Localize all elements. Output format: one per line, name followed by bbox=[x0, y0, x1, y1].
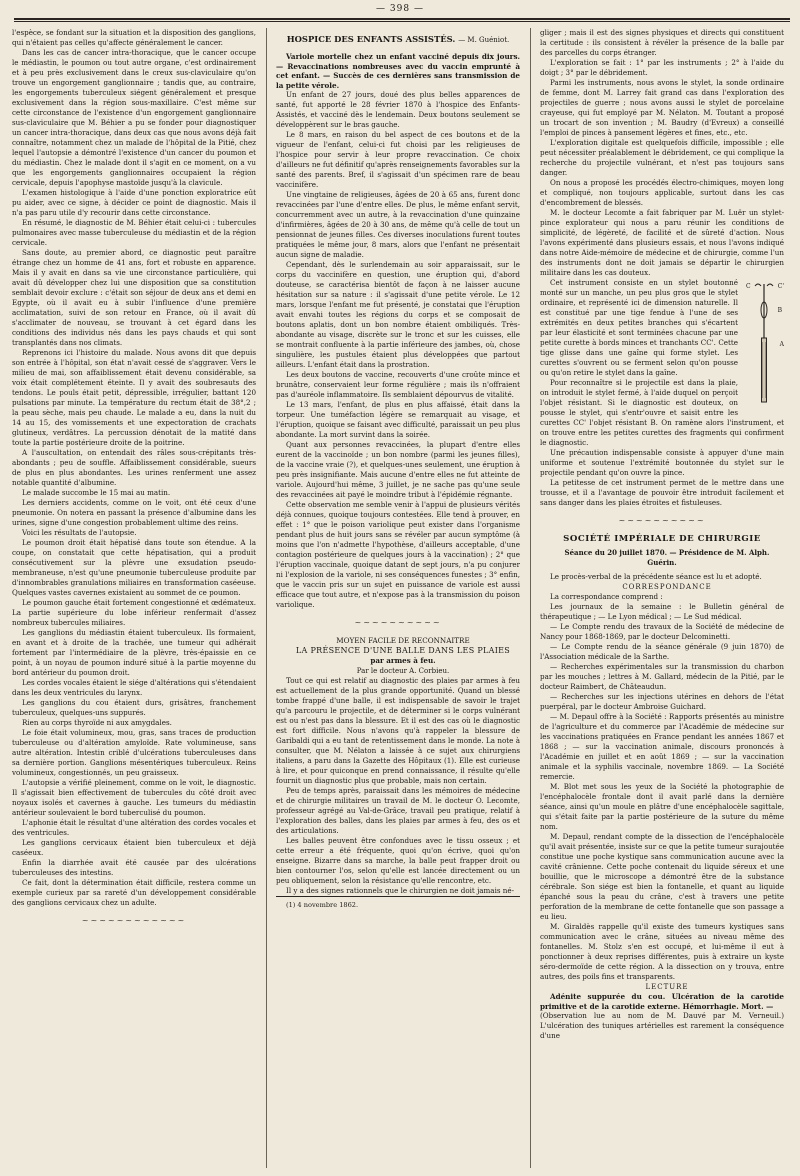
footnote: (1) 4 novembre 1862. bbox=[276, 896, 520, 910]
lecture-text: (Observation lue au nom de M. Dauvé par M. Verneuil.) L'ulcération des tuniques artérielles est rarement la conséquence d'une bbox=[540, 1011, 784, 1041]
stylet-pince-figure bbox=[744, 280, 784, 408]
paragraph: Une vingtaine de religieuses, âgées de 20 à 65 ans, furent donc revaccinées par l'une d'entre elles. De plus, le même enfant servit, concurremment avec un autre, à la revaccination d'une quinzaine d'infirmières, âgées de 20 à 30 ans, de même qu'à celle de tout un pensionnat de jeunes filles. Ces diverses inoculations furent toutes pratiquées le même jour, 8 mars, alors que l'enfant ne présentait aucun signe de maladie. bbox=[276, 190, 520, 260]
section-heading-line2: LA PRÉSENCE D'UNE BALLE DANS LES PLAIES bbox=[295, 646, 511, 656]
paragraph: l'espèce, se fondant sur la situation et la disposition des ganglions, qui n'étaient pas celles qu'affecte généralement le cancer. bbox=[12, 28, 256, 47]
section-heading-line1: MOYEN FACILE DE RECONNAITRE bbox=[336, 636, 470, 646]
paragraph: L'autopsie a vérifié pleinement, comme on le voit, le diagnostic. Il s'agissait bien effectivement de tubercules du côté droit avec noyaux isolés et cavernes à gauche. Les tumeurs du médiastin antérieur soulevaient le bord tuberculisé du poumon. bbox=[12, 778, 256, 817]
paragraph: Peu de temps après, paraissait dans les mémoires de médecine et de chirurgie militaires un travail de M. le docteur O. Lecomte, professeur agrégé au Val-de-Grâce, travail peu pratique, relatif à l'exploration des balles, dans les plaies par armes à feu, des os et des articulations. bbox=[276, 786, 520, 836]
figure-label-a: A bbox=[779, 341, 784, 348]
paragraph: Le foie était volumineux, mou, gras, sans traces de production tuberculeuse ou d'altération amyloïde. Rate volumineuse, sans autre altération. Intestin criblé d'ulcérations tuberculeuses dans sa dernière portion. Ganglions mésentériques tuberculeux. Reins volumineux, congestionnés, un peu graisseux. bbox=[12, 728, 256, 777]
paragraph: Les deux boutons de vaccine, recouverts d'une croûte mince et brunâtre, conservaient leur forme régulière ; mais ils n'offraient pas d'auréole inflammatoire. Ils semblaient dépourvus de vitalité. bbox=[276, 370, 520, 400]
paragraph: Le 13 mars, l'enfant, de plus en plus affaissé, était dans la torpeur. Une tuméfaction légère se remarquait au visage, et l'éruption, quoique se faisant avec difficulté, paraissait un peu plus abondante. La mort survint dans la soirée. bbox=[276, 400, 520, 440]
paragraph: Le malade succombe le 15 mai au matin. bbox=[22, 488, 171, 497]
paragraph: L'examen histologique à l'aide d'une ponction exploratrice eût pu aider, avec ce signe, à décider ce point de diagnostic. Mais il n'a pas paru utile d'y recourir dans cette circonstance. bbox=[12, 188, 256, 217]
paragraph: M. Depaul, rendant compte de la dissection de l'encéphalocèle qu'il avait présentée, insiste sur ce que la petite tumeur surajoutée constitue une poche kystique sans communication aucune avec la cavité crânienne. Cette poche contenait du liquide séreux et une bouillie, que le microscope a démontré être de la substance cérébrale. Son siége est bien la fontanelle, et quant au liquide épanché sous la peau du crâne, c'est à travers une petite perforation de la membrane de cette fontanelle que son passage a eu lieu. bbox=[540, 832, 784, 921]
paragraph: Un enfant de 27 jours, doué des plus belles apparences de santé, fut apporté le 28 février 1870 à l'hospice des Enfants-Assistés, et vacciné dès le lendemain. Deux boutons seulement se développèrent sur le bras gauche. bbox=[276, 90, 520, 130]
paragraph: — Recherches expérimentales sur la transmission du charbon par les mouches ; lettres à M. Gallard, médecin de la Pitié, par le docteur Raimbert, de Châteaudun. bbox=[540, 662, 784, 691]
paragraph: Sans doute, au premier abord, ce diagnostic peut paraître étrange chez un homme de 41 ans, fort et robuste en apparence. Mais il y avait en dans sa vie une circonstance particulière, qui avait dû développer chez lui une disposition que sa constitution semblait devoir exclure : c'était son séjour de deux ans et demi en Egypte, où il avait eu à subir l'influence d'une première acclimatation, suivi de son retour en France, où il avait dû s'acclimater de nouveau, se trouvant à cet égard dans les conditions des individus nés dans les pays chauds et qui sont transplantés dans nos climats. bbox=[12, 248, 256, 347]
article-summary: Variole mortelle chez un enfant vacciné depuis dix jours. — Revaccinations nombreuses avec du vaccin emprunté à cet enfant. — Succès de ces dernières sans transmission de la petite vérole. bbox=[276, 52, 520, 90]
article-title-text: HOSPICE DES ENFANTS ASSISTÉS. bbox=[286, 34, 456, 44]
paragraph: Rien au corps thyroïde ni aux amygdales. bbox=[22, 718, 172, 727]
paragraph: Quant aux personnes revaccinées, la plupart d'entre elles eurent de la vaccinoïde ; un bon nombre (parmi les jeunes filles), de la vaccine vraie (?), et quelques-unes seulement, une éruption à peu près insignifiante. Mais aucune d'entre elles ne fut atteinte de variole. Aujourd'hui même, 3 juillet, je ne sache pas qu'une seule des revaccinées ait payé le moindre tribut à l'épidémie régnante. bbox=[276, 440, 520, 500]
paragraph: Le poumon gauche était fortement congestionné et œdémateux. La partie supérieure du lobe inférieur renfermait d'assez nombreux tubercules miliaires. bbox=[12, 598, 256, 627]
paragraph: Les balles peuvent être confondues avec le tissu osseux ; et cette erreur a été fréquente, quoi qu'on écrive, quoi qu'on enseigne. Bizarre dans sa marche, la balle peut frapper droit ou bien contourner l'os, selon qu'elle est lancée directement ou un peu obliquement, selon la résistance qu'elle rencontre, etc. bbox=[276, 836, 520, 886]
column-rule-1 bbox=[266, 28, 267, 1168]
paragraph: Ce fait, dont la détermination était difficile, restera comme un exemple curieux par sa rareté d'un développement considérable des ganglions cervicaux chez un adulte. bbox=[12, 878, 256, 907]
paragraph: Enfin la diarrhée avait été causée par des ulcérations tuberculeuses des intestins. bbox=[12, 858, 256, 877]
paragraph: Le 8 mars, en raison du bel aspect de ces boutons et de la vigueur de l'enfant, celui-ci fut choisi par les religieuses de l'hospice pour servir à leur propre revaccination. Ce choix d'ailleurs ne fut définitif qu'après renseignements favorables sur la santé des parents. Bref, il s'agissait d'un spécimen rare de beau vaccinifère. bbox=[276, 130, 520, 190]
paragraph: Cet instrument consiste en un stylet boutonné monté sur un manche, un peu plus gros que le stylet ordinaire, et représenté ici de dimension naturelle. Il est constitué par une tige fendue à l'une de ses extrémités en deux petites branches qui s'écartent par leur élasticité et sont terminées chacune par une petite curette à bords minces et tranchants CC'. Cette tige glisse dans une gaîne qui forme stylet. Les curettes s'ouvrent ou se ferment selon qu'on pousse ou qu'on retire le stylet dans la gaîne. bbox=[540, 278, 738, 377]
paragraph: Voici les résultats de l'autopsie. bbox=[22, 528, 137, 537]
paragraph: Les derniers accidents, comme on le voit, ont été ceux d'une pneumonie. On notera en passant la présence d'albumine dans les urines, signe d'une congestion probablement ultime des reins. bbox=[12, 498, 256, 527]
session-line: Séance du 20 juillet 1870. — Présidence de M. Alph. Guérin. bbox=[564, 548, 770, 567]
paragraph: La petitesse de cet instrument permet de le mettre dans une trousse, et il a l'avantage de pouvoir être introduit facilement et sans danger dans les plaies étroites et fistuleuses. bbox=[540, 478, 784, 507]
paragraph: M. le docteur Lecomte a fait fabriquer par M. Luër un stylet-pince explorateur qui nous a paru réunir les conditions de simplicité, de légèreté, de facilité et de sûreté d'action. Nous l'avons expérimenté dans plusieurs essais, et nous l'avons indiqué dans notre Aide-mémoire de médecine et de chirurgie, comme l'un des instruments dont ne doit jamais se départir le chirurgien militaire dans les cas douteux. bbox=[540, 208, 784, 277]
paragraph: Cependant, dès le surlendemain au soir apparaissait, sur le corps du vaccinifère en question, une éruption qui, d'abord douteuse, se caractérisa bientôt de façon à ne laisser aucune hésitation sur sa nature : il s'agissait d'une petite vérole. Le 12 mars, lorsque l'enfant me fut présenté, je constatai que l'éruption avait envahi toutes les régions du corps et se composait de boutons aplatis, dont un bon nombre étaient ombiliqués. Très-abondante au visage, discrète sur le tronc et sur les cuisses, elle se montrait confluente à la partie inférieure des jambes, où, chose singulière, les pustules étaient plus développées que partout ailleurs. L'enfant était dans la prostration. bbox=[276, 260, 520, 370]
paragraph: M. Blot met sous les yeux de la Société la photographie de l'encéphalocèle frontale dont il avait parlé dans la dernière séance, ainsi qu'un moule en plâtre d'une encéphalocèle sagittale, qui s'était faite par la partie postérieure de la suture du même nom. bbox=[540, 782, 784, 831]
figure-label-c-prime: C' bbox=[777, 283, 784, 290]
header-rule-thin bbox=[14, 21, 790, 22]
paragraph: Tout ce qui est relatif au diagnostic des plaies par armes à feu est actuellement de la plus grande opportunité. Quand un blessé tombe frappé d'une balle, il est indispensable de savoir le trajet qu'a parcouru le projectile, et de déterminer si le corps vulnérant est ou n'est pas dans la blessure. Et il est des cas où le diagnostic est fort difficile. Nous n'avons qu'à rappeler la blessure de Garibaldi qui a eu tant de retentissement dans le monde. La note à consulter, que M. Nélaton a laissée à ce sujet aux chirurgiens italiens, a paru dans la Gazette des Hôpitaux (1). Elle est curieuse à lire, et pour quiconque en prend connaissance, il résulte qu'elle fournit un diagnostic plus que probable, mais non certain. bbox=[276, 676, 520, 786]
lecture-title: Adénite suppurée du cou. Ulcération de la carotide primitive et de la carotide externe. Hémorrhagie. Mort. — bbox=[540, 992, 784, 1011]
paragraph: Les ganglions du cou étaient durs, grisâtres, franchement tuberculeux, quelques-uns suppurés. bbox=[12, 698, 256, 717]
ornament-divider: ~~~~~~~~~~ bbox=[618, 516, 706, 525]
paragraph: — M. Depaul offre à la Société : Rapports présentés au ministre de l'agriculture et du commerce par l'Académie de médecine sur les vaccinations pratiquées en France pendant les années 1867 et 1868 ; — sur la vaccination animale, discours prononcés à l'Académie en juillet et en août 1869 ; — sur la vaccination animale et la syphilis vaccinale, novembre 1869. — La Société remercie. bbox=[540, 712, 784, 781]
paragraph: Cette observation me semble venir à l'appui de plusieurs vérités déjà connues, quoique toujours contestées. Elle tend à prouver, en effet : 1° que le poison variolique peut exister dans l'organisme pendant plus de huit jours sans se révéler par aucun symptôme (à moins que l'on n'admette l'hypothèse, d'ailleurs acceptable, d'une contagion postérieure de quelques jours à la vaccination) ; 2° que l'éruption vaccinale, quoique datant de sept jours, n'a pu conjurer ni l'explosion de la variole, ni ses conséquences funestes ; 3° enfin, que le vaccin pris sur un sujet en puissance de variole est aussi efficace que tout autre, et n'expose pas à la transmission du poison variolique. bbox=[276, 500, 520, 610]
paragraph: A l'auscultation, on entendait des râles sous-crépitants très-abondants ; peu de souffle. Affaiblissement considérable, sueurs de plus en plus abondantes. Les urines renferment une assez notable quantité d'albumine. bbox=[12, 448, 256, 487]
paragraph: Dans les cas de cancer intra-thoracique, que le cancer occupe le médiastin, le poumon ou tout autre organe, c'est ordinairement et à peu près exclusivement dans le creux sus-claviculaire qu'on trouve un engorgement ganglionnaire ; tandis que, au contraire, les engorgements tuberculeux siégent généralement et presque exclusivement dans la région sous-maxillaire. C'est même sur cette circonstance de l'existence d'un engorgement ganglionnaire sus-claviculaire que M. Béhier a pu se fonder pour diagnostiquer un cancer intra-thoracique, dans deux cas que nous avons déjà fait connaître, notamment chez un malade de l'hôpital de la Pitié, chez lequel l'autopsie a démontré l'existence d'un cancer du poumon et du médiastin. Chez le malade dont il s'agit en ce moment, on a vu que les engorgements ganglionnaires occupaient la région cervicale, depuis l'apophyse mastoïde jusqu'à la clavicule. bbox=[12, 48, 256, 187]
paragraph: M. Giraldès rappelle qu'il existe des tumeurs kystiques sans communication avec le crâne, situées au niveau même des fontanelles. M. Stolz s'en est occupé, et lui-même il eut à ponctionner à deux reprises différentes, puis à extraire un kyste séro-dermoïde de cette région. A la dissection on y trouva, entre autres, des poils fins et transparents. bbox=[540, 922, 784, 981]
paragraph: En résumé, le diagnostic de M. Béhier était celui-ci : tubercules pulmonaires avec masse tuberculeuse du médiastin et de la région cervicale. bbox=[12, 218, 256, 247]
paragraph: L'exploration digitale est quelquefois difficile, impossible ; elle peut nécessiter préalablement le débridement, ce qui complique la recherche du projectile vulnérant, et n'est pas toujours sans danger. bbox=[540, 138, 784, 177]
column-rule-2 bbox=[530, 28, 531, 1168]
society-title: SOCIÉTÉ IMPÉRIALE DE CHIRURGIE bbox=[563, 534, 761, 544]
ornament-divider: ~~~~~~~~~~~~ bbox=[81, 916, 187, 925]
paragraph: L'aphonie était le résultat d'une altération des cordes vocales et des ventricules. bbox=[12, 818, 256, 837]
paragraph: Une précaution indispensable consiste à appuyer d'une main uniforme et soutenue l'extrémité boutonnée du stylet sur le projectile pendant qu'on ouvre la pince. bbox=[540, 448, 784, 477]
paragraph: La correspondance comprend : bbox=[550, 592, 663, 601]
correspondance-heading: CORRESPONDANCE bbox=[622, 583, 712, 591]
paragraph: Les cordes vocales étaient le siége d'altérations qui s'étendaient dans les deux ventricules du larynx. bbox=[12, 678, 256, 697]
figure-label-b: B bbox=[777, 307, 782, 314]
header-rule bbox=[14, 18, 790, 20]
paragraph: Il y a des signes rationnels que le chirurgien ne doit jamais né- bbox=[286, 886, 515, 896]
paragraph: — Le Compte rendu des travaux de la Société de médecine de Nancy pour 1868-1869, par le docteur Delcominetti. bbox=[540, 622, 784, 641]
paragraph: Parmi les instruments, nous avons le stylet, la sonde ordinaire de femme, dont M. Larrey fait grand cas dans l'exploration des projectiles de guerre ; nous avons aussi le stylet de porcelaine crayeuse, qui fut employé par M. Nélaton. M. Toutant a proposé un trocart de son invention ; M. Baudry (d'Evreux) a conseillé l'emploi de pinces à pansement légères et fines, etc., etc. bbox=[540, 78, 784, 137]
stylet-pince-illustration bbox=[744, 280, 784, 408]
paragraph: Les ganglions cervicaux étaient bien tuberculeux et déjà caséeux. bbox=[12, 838, 256, 857]
minutes-line: Le procès-verbal de la précédente séance est lu et adopté. bbox=[550, 572, 762, 581]
paragraph: gliger ; mais il est des signes physiques et directs qui constituent la certitude : ils consistent à révéler la présence de la balle par des parcelles du corps étranger. bbox=[540, 28, 784, 57]
paragraph: Les ganglions du médiastin étaient tuberculeux. Ils formaient, en avant et à droite de la trachée, une tumeur qui adhérait fortement par l'intermédiaire de la plèvre, très-épaissie en ce point, à un noyau de poumon induré situé à la partie moyenne du bord antérieur du poumon droit. bbox=[12, 628, 256, 677]
paragraph: — Le Compte rendu de la séance générale (9 juin 1870) de l'Association médicale de la Sarthe. bbox=[540, 642, 784, 661]
paragraph: On nous a proposé les procédés électro-chimiques, moyen long et compliqué, non toujours applicable, surtout dans les cas d'encombrement de blessés. bbox=[540, 178, 784, 207]
paragraph: Les journaux de la semaine : le Bulletin général de thérapeutique ; — Le Lyon médical ; — Le Sud médical. bbox=[540, 602, 784, 621]
paragraph: Pour reconnaître si le projectile est dans la plaie, on introduit le stylet fermé, à l'aide duquel on perçoit l'objet résistant. Si le diagnostic est douteux, on pousse le stylet, qui s'entr'ouvre et saisit entre les curettes CC' l'objet résistant B. On ramène alors l'instrument, et on trouve entre les petites curettes des fragments qui confirment le diagnostic. bbox=[540, 378, 784, 447]
article-author: — M. Guéniot. bbox=[458, 36, 510, 44]
column-2 bbox=[276, 28, 520, 1168]
figure-label-c: C bbox=[746, 283, 751, 290]
lecture-heading: LECTURE bbox=[645, 983, 689, 991]
column-3 bbox=[540, 28, 784, 1168]
ornament-divider: ~~~~~~~~~~ bbox=[354, 618, 442, 628]
paragraph: Le poumon droit était hépatisé dans toute son étendue. A la coupe, on constatait que cette hépatisation, qui a produit consécutivement sur la plèvre une exsudation pseudo-membraneuse, n'est qu'une pneumonie tuberculeuse produite par d'innombrables granulations miliaires en transformation caséeuse. Quelques vastes cavernes existaient au sommet de ce poumon. bbox=[12, 538, 256, 597]
article-title bbox=[276, 34, 520, 46]
column-1 bbox=[12, 28, 256, 1168]
paragraph: Reprenons ici l'histoire du malade. Nous avons dit que depuis son entrée à l'hôpital, son état n'avait cessé de s'aggraver. Vers le milieu de mai, son affaiblissement était devenu considérable, sa voix était complétement éteinte. Il y avait des soubresauts des tendons. Le pouls était petit, dépressible, irrégulier, battant 120 pulsations par minute. La température du rectum était de 38°,2 ; la peau sèche, mais peu chaude. Le malade a eu, dans la nuit du 14 au 15, des vomissements et une expectoration de crachats glutineux, verdâtres. La percussion dénotait de la matité dans toute la partie postérieure droite de la poitrine. bbox=[12, 348, 256, 447]
paragraph: — Recherches sur les injections utérines en dehors de l'état puerpéral, par le docteur Ambroise Guichard. bbox=[540, 692, 784, 711]
paragraph: L'exploration se fait : 1° par les instruments ; 2° à l'aide du doigt ; 3° par le débridement. bbox=[540, 58, 784, 77]
section-byline: Par le docteur A. Corbieu. bbox=[356, 667, 450, 676]
page-number: — 398 — bbox=[376, 4, 424, 14]
section-heading-line3: par armes à feu. bbox=[370, 656, 436, 666]
